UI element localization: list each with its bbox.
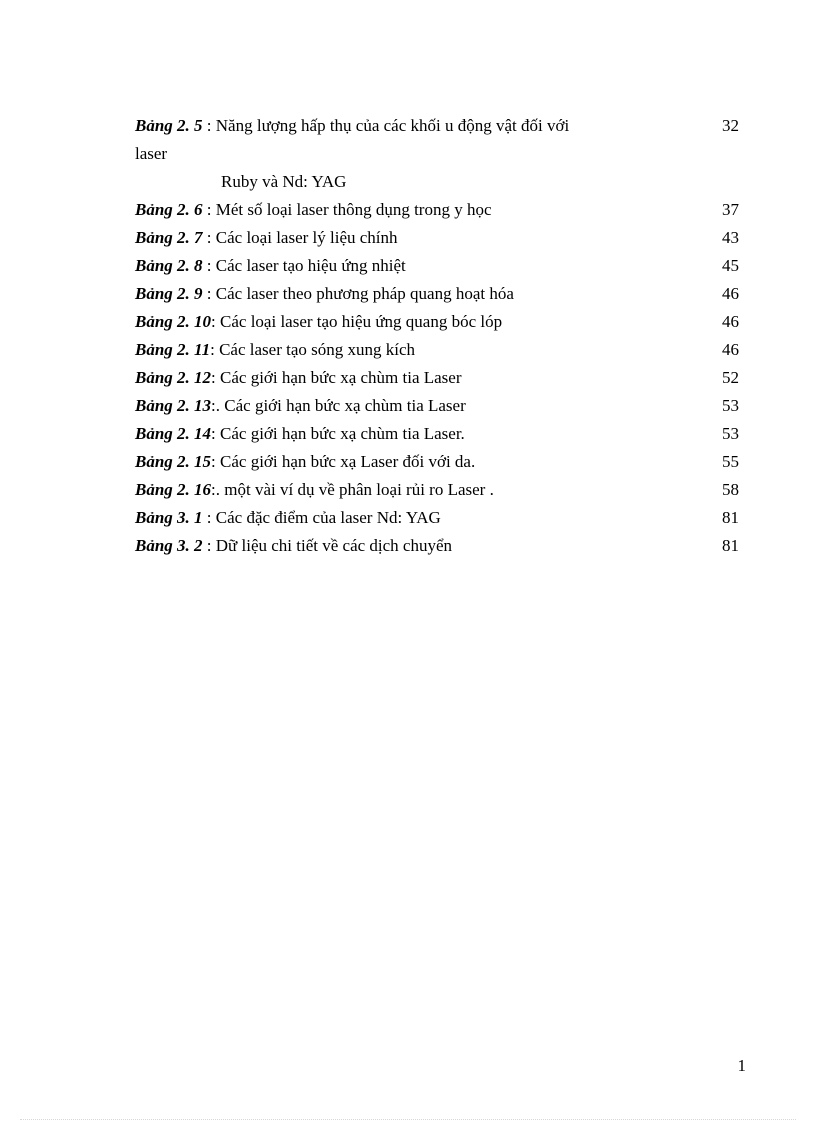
toc-entry-text: : Dữ liệu chi tiết về các dịch chuyển [202,536,453,555]
toc-entry-page: 43 [722,228,739,247]
toc-entry-text: : Các laser theo phương pháp quang hoạt hóa [202,284,514,303]
toc-entry-continuation [135,168,739,196]
toc-entry [135,504,739,532]
toc-entry-page: 55 [722,452,739,471]
toc-entry-label: Bảng 2. 15 [135,452,212,471]
toc-entry [135,532,739,560]
toc-entry-page: 58 [722,480,739,499]
toc-entry-text: : Các giới hạn bức xạ chùm tia Laser. [211,424,465,443]
toc-entry-text: :. một vài ví dụ về phân loại rủi ro Laser . [211,480,494,499]
toc-entry-text: : Các laser tạo hiệu ứng nhiệt [202,256,406,275]
toc-entry-label: Bảng 2. 14 [135,424,212,443]
toc-entry-label: Bảng 2. 8 [135,256,203,275]
toc-entry-text: : Mét số loại laser thông dụng trong y học [202,200,492,219]
toc-entry [135,420,739,448]
toc-entry-page: 46 [722,340,739,359]
toc-entry-text: laser [135,144,168,163]
toc-entry-label: Bảng 2. 10 [135,312,212,331]
toc-entry-page: 53 [722,424,739,443]
toc-entry-text: : Các loại laser tạo hiệu ứng quang bóc lóp [211,312,503,331]
toc-entry-page: 81 [722,536,739,555]
toc-entry [135,252,739,280]
toc-entry [135,280,739,308]
toc-entry [135,336,739,364]
toc-entry-text: Ruby và Nd: YAG [221,172,347,191]
toc-entry-text: : Các laser tạo sóng xung kích [210,340,416,359]
toc-entry-page: 53 [722,396,739,415]
toc-entry-label: Bảng 3. 1 [135,508,203,527]
toc-entry-page: 37 [722,200,739,219]
toc-entry-label: Bảng 2. 6 [135,200,203,219]
toc-entry-label: Bảng 3. 2 [135,536,203,555]
toc-entry-page: 32 [722,116,739,135]
toc-entry [135,112,739,140]
toc-entry-page: 81 [722,508,739,527]
page-number: 1 [737,1056,746,1075]
toc-entry-text: :. Các giới hạn bức xạ chùm tia Laser [211,396,466,415]
toc-entry-label: Bảng 2. 7 [135,228,203,247]
toc-entry-label: Bảng 2. 9 [135,284,203,303]
toc-entry-label: Bảng 2. 5 [135,116,203,135]
toc-entry [135,196,739,224]
toc-entry-text: : Năng lượng hấp thụ của các khối u động vật đối với [202,116,570,135]
toc-entry [135,448,739,476]
toc-entry-label: Bảng 2. 11 [135,340,211,359]
table-of-contents [135,112,739,560]
toc-entry-label: Bảng 2. 13 [135,396,212,415]
toc-entry-continuation [135,140,739,168]
toc-entry-text: : Các giới hạn bức xạ Laser đối với da. [211,452,476,471]
toc-entry [135,476,739,504]
toc-entry-page: 46 [722,284,739,303]
toc-entry-text: : Các giới hạn bức xạ chùm tia Laser [211,368,462,387]
toc-entry-page: 52 [722,368,739,387]
toc-entry-text: : Các đặc điểm của laser Nd: YAG [202,508,441,527]
toc-entry-page: 46 [722,312,739,331]
toc-entry [135,364,739,392]
toc-entry [135,308,739,336]
toc-entry [135,224,739,252]
toc-entry-label: Bảng 2. 12 [135,368,212,387]
page-bottom-divider [20,1119,796,1120]
toc-entry [135,392,739,420]
toc-entry-page: 45 [722,256,739,275]
toc-entry-text: : Các loại laser lý liệu chính [202,228,398,247]
toc-entry-label: Bảng 2. 16 [135,480,212,499]
